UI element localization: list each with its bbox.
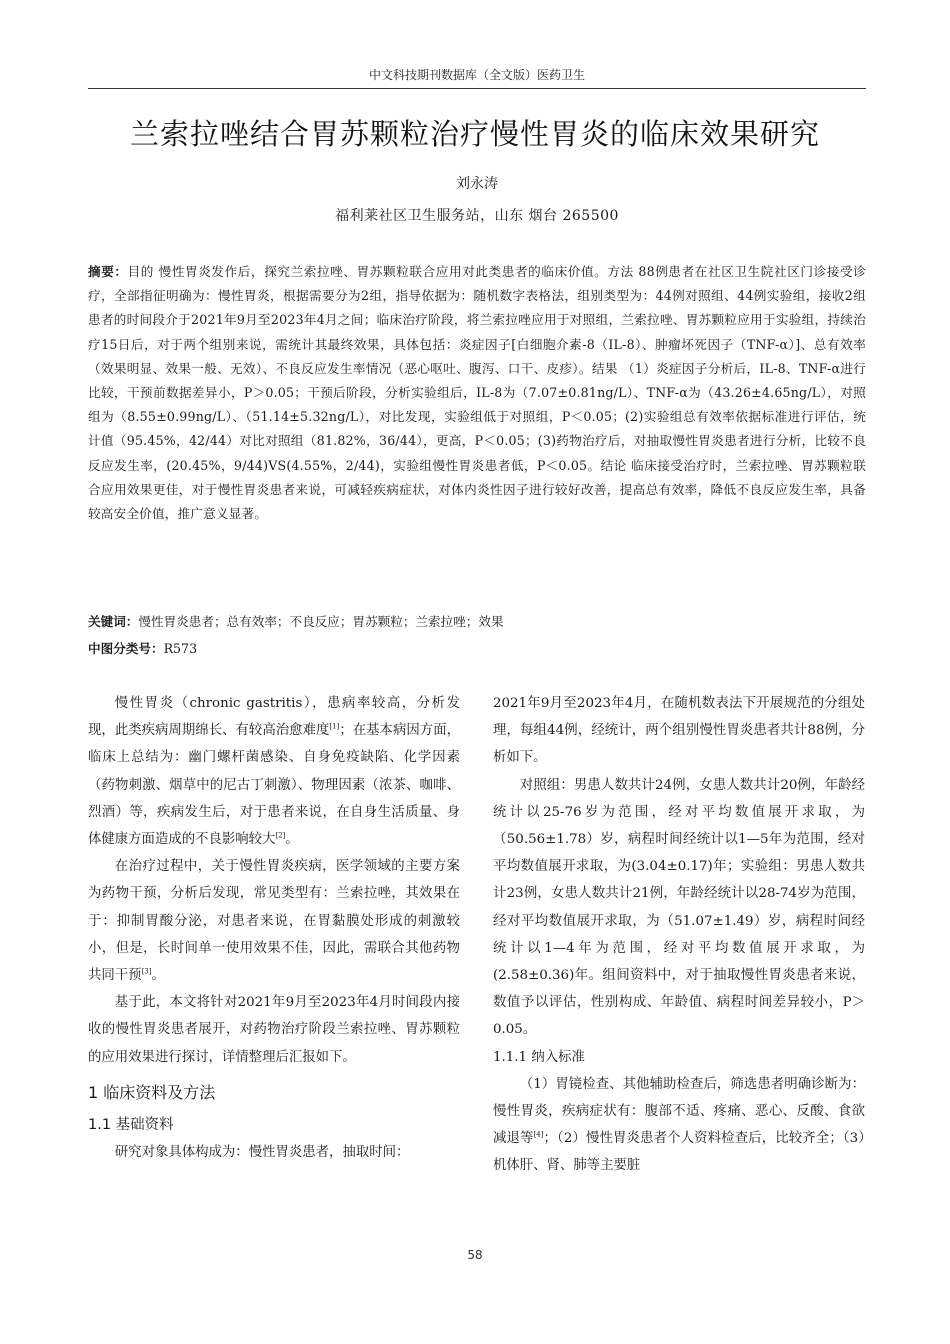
abstract [88,260,866,526]
methods-paragraph-1: 研究对象具体构成为：慢性胃炎患者，抽取时间： [114,1144,410,1160]
header-rule [88,88,866,89]
article-title: 兰索拉唑结合胃苏颗粒治疗慢性胃炎的临床效果研究 [129,117,820,151]
text-run: ；在基本病因方面，临床上总结为：幽门螺杆菌感染、自身免疫缺陷、化学因素（药物刺激、烟草中的尼古丁刺激）、物理因素（浓茶、咖啡、烈酒）等，疾病发生后，对于患者来说，在自身生活质量、身体健康方面造成的不良影响较大 [88,723,461,848]
text-run: 。 [151,968,165,984]
methods-paragraph-3: 对照组：男患人数共计24例，女患人数共计20例，年龄经统计以25-76岁为范围，经对平均数值展开求取，为（50.56±1.78）岁，病程时间经统计以1—5年为范围，经对平均数值展开求取，为(3.04±0.17)年；实验组：男患人数共计23例，女患人数共计21例，年龄经统计以28-74岁为范围，经对平均数值展开求取，为（51.07±1.49）岁，病程时间经统计以1—4年为范围，经对平均数值展开求取，为(2.58±0.36)年。组间资料中，对于抽取慢性胃炎患者来说，数值予以评估，性别构成、年龄值、病程时间差异较小，P＞0.05。 [493,777,865,1038]
citation-3: [3] [141,967,152,976]
abstract-label: 摘要： [88,264,128,279]
section-heading-1-1: 1.1 基础资料 [88,1116,174,1133]
text-run: 慢性胃炎（chronic gastritis），患病率较高，分析发现，此类疾病周期绵长、有较高治愈难度 [88,696,460,739]
keywords-text: 慢性胃炎患者；总有效率；不良反应；胃苏颗粒；兰索拉唑；效果 [138,614,504,629]
keywords-label: 关键词： [88,614,139,629]
text-run: （1）胃镜检查、其他辅助检查后，筛选患者明确诊断为：慢性胃炎，疾病症状有：腹部不适、疼痛、恶心、反酸、食欲减退等 [493,1076,865,1147]
methods-paragraph-2: 2021年9月至2023年4月，在随机数表法下开展规范的分组处理，每组44例，经统计，两个组别慢性胃炎患者共计88例，分析如下。 [493,696,865,766]
page-number: 58 [467,1248,483,1262]
right-column [493,690,865,1180]
clc-label: 中图分类号： [88,641,164,656]
inclusion-criteria-paragraph [493,1071,865,1180]
text-run: ；（2）慢性胃炎患者个人资料检查后，比较齐全；（3）机体肝、肾、肺等主要脏 [493,1131,866,1174]
intro-paragraph-1 [88,690,460,853]
classification-number [88,637,866,661]
author-name: 刘永涛 [456,176,498,192]
keywords [88,610,866,634]
section-heading-1-1-1: 1.1.1 纳入标准 [493,1049,585,1065]
abstract-text: 目的 慢性胃炎发作后，探究兰索拉唑、胃苏颗粒联合应用对此类患者的临床价值。方法 88例患者在社区卫生院社区门诊接受诊疗，全部指征明确为：慢性胃炎，根据需要分为2组，指导依据为：随机数字表格法，组别类型为：44例对照组、44例实验组，接收2组患者的时间段介于2021年9月至2023年4月之间；临床治疗阶段，将兰索拉唑应用于对照组，兰索拉唑、胃苏颗粒应用于实验组，持续治疗15日后，对于两个组别来说，需统计其最终效果，具体包括：炎症因子[白细胞介素-8（IL-8）、肿瘤坏死因子（TNF-α）]、总有效率（效果明显、效果一般、无效）、不良反应发生率情况（恶心呕吐、腹泻、口干、皮疹）。结果 （1）炎症因子分析后，IL-8、TNF-α进行比较，干预前数据差异小，P＞0.05；干预后阶段，分析实验组后，IL-8为（7.07±0.81ng/L）、TNF-α为（43.26±4.65ng/L），对照组为（8.55±0.99ng/L）、（51.14±5.32ng/L），对比发现，实验组低于对照组，P＜0.05；(2)实验组总有效率依据标准进行评估，统计值（95.45%，42/44）对比对照组（81.82%，36/44），更高，P＜0.05；(3)药物治疗后，对抽取慢性胃炎患者进行分析，比较不良反应发生率，(20.45%，9/44)VS(4.55%，2/44)，实验组慢性胃炎患者低，P＜0.05。结论 临床接受治疗时，兰索拉唑、胃苏颗粒联合应用效果更佳，对于慢性胃炎患者来说，可减轻疾病症状，对体内炎性因子进行较好改善，提高总有效率，降低不良反应发生率，具备较高安全价值，推广意义显著。 [88,264,866,522]
text-run: 。 [285,832,299,848]
left-column [88,690,460,1166]
citation-2: [2] [275,831,286,840]
intro-paragraph-3: 基于此，本文将针对2021年9月至2023年4月时间段内接收的慢性胃炎患者展开，对药物治疗阶段兰索拉唑、胃苏颗粒的应用效果进行探讨，详情整理后汇报如下。 [88,995,460,1065]
journal-header: 中文科技期刊数据库（全文版）医药卫生 [368,68,585,82]
section-heading-1: 1 临床资料及方法 [88,1082,216,1102]
text-run: 在治疗过程中，关于慢性胃炎疾病，医学领域的主要方案为药物干预，分析后发现，常见类型有：兰索拉唑，其效果在于：抑制胃酸分泌，对患者来说，在胃黏膜处形成的刺激较小，但是，长时间单一使用效果不佳，因此，需联合其他药物共同干预 [88,859,460,984]
clc-text: R573 [163,641,198,656]
author-affiliation: 福利莱社区卫生服务站，山东 烟台 265500 [335,208,619,224]
citation-1: [1] [329,722,340,731]
citation-4: [4] [533,1130,544,1139]
intro-paragraph-2 [88,853,460,989]
